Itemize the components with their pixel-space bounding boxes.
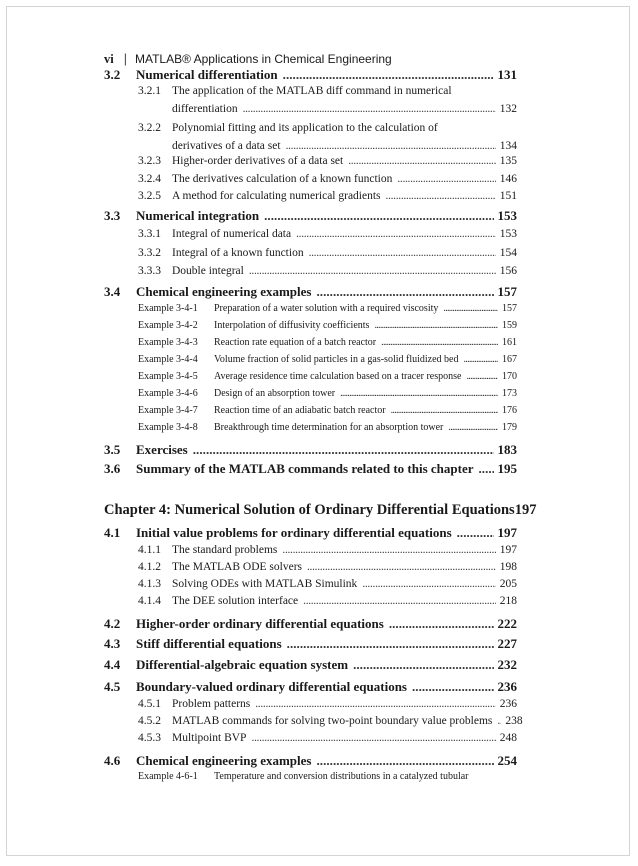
toc-entry-number: 4.2 — [104, 616, 121, 631]
toc-page-number: 154 — [499, 247, 517, 259]
dot-leader — [466, 371, 498, 382]
toc-page-number: 232 — [497, 657, 517, 672]
toc-entry — [138, 715, 523, 727]
toc-entry — [138, 698, 517, 710]
toc-entry-title: Chemical engineering examples — [136, 284, 312, 299]
toc-entry-title: The application of the MATLAB diff command in numerical — [172, 85, 452, 97]
toc-entry — [138, 371, 517, 382]
toc-entry-number: Example 4-6-1 — [138, 771, 198, 782]
dot-leader — [303, 595, 496, 607]
toc-page-number: 254 — [497, 753, 517, 768]
toc-entry — [104, 67, 517, 83]
toc-entry — [138, 303, 517, 314]
toc-page-number: 197 — [514, 502, 537, 518]
toc-entry — [104, 753, 517, 769]
toc-page-number: 167 — [502, 354, 517, 365]
dot-leader — [448, 422, 498, 433]
toc-entry — [104, 616, 517, 632]
dot-leader — [283, 67, 494, 83]
header-book-title: MATLAB® Applications in Chemical Engineering — [134, 52, 392, 66]
toc-entry-number: 3.2.1 — [138, 85, 161, 97]
toc-entry-number: 4.5.1 — [138, 698, 161, 710]
dot-leader — [479, 461, 494, 477]
toc-page-number: 156 — [499, 265, 517, 277]
toc-entry — [104, 679, 517, 695]
toc-page-number: 218 — [499, 595, 517, 607]
toc-entry-title: Summary of the MATLAB commands related to this chapter — [136, 461, 474, 476]
dot-leader — [497, 715, 501, 727]
toc-entry-number: Example 3-4-7 — [138, 405, 198, 416]
toc-entry-number: 3.5 — [104, 442, 121, 457]
toc-entry-number: 3.2.4 — [138, 173, 161, 185]
dot-leader — [255, 698, 496, 710]
toc-entry-number: 4.5.3 — [138, 732, 161, 744]
toc-entry-title: Differential-algebraic equation system — [136, 657, 349, 672]
dot-leader — [374, 320, 498, 331]
dot-leader — [316, 753, 493, 769]
toc-entry-title: Interpolation of diffusivity coefficients — [214, 320, 370, 331]
dot-leader — [348, 155, 496, 167]
toc-entry-title: Volume fraction of solid particles in a gas-solid fluidized bed — [214, 354, 459, 365]
toc-entry-title: MATLAB commands for solving two-point boundary value problems — [172, 715, 493, 727]
toc-entry-number: Example 3-4-1 — [138, 303, 198, 314]
toc-entry-title: Solving ODEs with MATLAB Simulink — [172, 578, 358, 590]
toc-entry-number: 4.5 — [104, 679, 121, 694]
toc-entry-title: Double integral — [172, 265, 244, 277]
toc-entry-number: 3.2.2 — [138, 122, 161, 134]
toc-page-number: 134 — [499, 140, 517, 152]
dot-leader — [287, 636, 494, 652]
header-separator: | — [123, 52, 127, 66]
toc-entry-number: Example 3-4-8 — [138, 422, 198, 433]
toc-entry — [138, 388, 517, 399]
toc-entry-number: 4.3 — [104, 636, 121, 651]
dot-leader — [264, 208, 493, 224]
dot-leader — [397, 173, 495, 185]
toc-entry-title: Breakthrough time determination for an absorption tower — [214, 422, 444, 433]
toc-entry-title: Polynomial fitting and its application to the calculation of — [172, 122, 438, 134]
toc-entry — [138, 247, 517, 259]
toc-entry — [138, 405, 517, 416]
dot-leader — [340, 388, 498, 399]
toc-chapter-heading — [104, 502, 537, 519]
toc-entry — [138, 337, 517, 348]
toc-entry — [104, 525, 517, 541]
toc-entry-title: Integral of a known function — [172, 247, 304, 259]
header-page-number: vi — [104, 52, 114, 66]
dot-leader — [386, 190, 496, 202]
toc-page-number: 197 — [499, 544, 517, 556]
toc-entry — [104, 636, 517, 652]
toc-page-number: 161 — [502, 337, 517, 348]
toc-entry-number: Example 3-4-3 — [138, 337, 198, 348]
toc-entry-number: Example 3-4-5 — [138, 371, 198, 382]
toc-entry — [138, 85, 517, 97]
dot-leader — [391, 405, 498, 416]
toc-entry-number: 3.4 — [104, 284, 121, 299]
toc-entry-title: Stiff differential equations — [136, 636, 282, 651]
toc-page-number: 132 — [499, 103, 517, 115]
dot-leader — [316, 284, 493, 300]
toc-entry-number: Example 3-4-6 — [138, 388, 198, 399]
toc-entry-title: Boundary-valued ordinary differential equations — [136, 679, 407, 694]
toc-page-number: 159 — [502, 320, 517, 331]
dot-leader — [251, 732, 495, 744]
toc-page-number: 183 — [497, 442, 517, 457]
dot-leader — [353, 657, 493, 673]
toc-entry-number: 4.1.4 — [138, 595, 161, 607]
toc-entry-title-continued: differentiation — [172, 103, 238, 115]
toc-entry-number: 3.6 — [104, 461, 121, 476]
toc-entry-number: 4.1.2 — [138, 561, 161, 573]
toc-entry — [138, 561, 517, 573]
toc-entry-number: Example 3-4-2 — [138, 320, 198, 331]
toc-entry — [104, 442, 517, 458]
toc-entry-title: Initial value problems for ordinary differential equations — [136, 525, 452, 540]
toc-page-number: 179 — [502, 422, 517, 433]
dot-leader — [307, 561, 496, 573]
toc-entry-title: Problem patterns — [172, 698, 251, 710]
dot-leader — [389, 616, 494, 632]
toc-entry-title: Exercises — [136, 442, 188, 457]
toc-entry-title: Preparation of a water solution with a required viscosity — [214, 303, 439, 314]
toc-entry-title: Average residence time calculation based on a tracer response — [214, 371, 462, 382]
dot-leader — [457, 525, 494, 541]
toc-entry-number: 4.1.3 — [138, 578, 161, 590]
toc-entry — [138, 422, 517, 433]
toc-entry-title: The derivatives calculation of a known function — [172, 173, 393, 185]
toc-entry-title: The DEE solution interface — [172, 595, 299, 607]
toc-entry — [104, 461, 517, 477]
toc-entry-title-continued: derivatives of a data set — [172, 140, 281, 152]
toc-entry-number: 3.2.3 — [138, 155, 161, 167]
toc-entry-number: 3.3.2 — [138, 247, 161, 259]
toc-entry-title: The standard problems — [172, 544, 278, 556]
toc-page-number: 238 — [505, 715, 523, 727]
toc-entry-title: A method for calculating numerical gradients — [172, 190, 381, 202]
toc-entry — [138, 732, 517, 744]
toc-entry-number: 4.1.1 — [138, 544, 161, 556]
toc-page-number: 135 — [499, 155, 517, 167]
toc-page-number: 157 — [502, 303, 517, 314]
toc-entry — [138, 155, 517, 167]
toc-page-number: 153 — [497, 208, 517, 223]
toc-entry — [138, 122, 517, 134]
toc-page-number: 248 — [499, 732, 517, 744]
dot-leader — [296, 228, 496, 240]
toc-page-number: 227 — [497, 636, 517, 651]
toc-page-number: 205 — [499, 578, 517, 590]
toc-entry — [138, 190, 517, 202]
toc-page-number: 198 — [499, 561, 517, 573]
toc-page-number: 170 — [502, 371, 517, 382]
toc-entry — [104, 284, 517, 300]
toc-entry-title: Integral of numerical data — [172, 228, 292, 240]
toc-page-number: 195 — [497, 461, 517, 476]
toc-page-number: 157 — [497, 284, 517, 299]
toc-entry — [138, 544, 517, 556]
dot-leader — [381, 337, 498, 348]
toc-entry-title: Higher-order ordinary differential equations — [136, 616, 384, 631]
toc-entry-number: 4.5.2 — [138, 715, 161, 727]
toc-page-number: 131 — [497, 67, 517, 82]
dot-leader — [286, 140, 496, 152]
toc-page-number: 197 — [497, 525, 517, 540]
toc-entry-number: 3.3.3 — [138, 265, 161, 277]
toc-entry-continuation — [172, 140, 517, 152]
dot-leader — [282, 544, 495, 556]
toc-entry-number: 4.4 — [104, 657, 121, 672]
toc-entry-title: Reaction rate equation of a batch reactor — [214, 337, 377, 348]
toc-page-number: 236 — [497, 679, 517, 694]
toc-page-number: 151 — [499, 190, 517, 202]
toc-entry-number: 4.6 — [104, 753, 121, 768]
toc-page-number: 222 — [497, 616, 517, 631]
toc-entry — [138, 320, 517, 331]
toc-entry — [138, 595, 517, 607]
toc-page-number: 173 — [502, 388, 517, 399]
toc-entry — [138, 354, 517, 365]
dot-leader — [443, 303, 498, 314]
toc-entry-title: Design of an absorption tower — [214, 388, 336, 399]
toc-entry-title: Numerical differentiation — [136, 67, 278, 82]
toc-entry-title: Numerical integration — [136, 208, 260, 223]
toc-entry-number: 4.1 — [104, 525, 121, 540]
toc-entry-title: Higher-order derivatives of a data set — [172, 155, 344, 167]
toc-entry-title: Chemical engineering examples — [136, 753, 312, 768]
dot-leader — [193, 442, 494, 458]
toc-entry-number: Example 3-4-4 — [138, 354, 198, 365]
dot-leader — [243, 103, 496, 115]
toc-entry-title: Chapter 4: Numerical Solution of Ordinary Differential Equations — [104, 502, 515, 518]
dot-leader — [249, 265, 496, 277]
toc-entry-title: The MATLAB ODE solvers — [172, 561, 302, 573]
dot-leader — [309, 247, 496, 259]
dot-leader — [463, 354, 498, 365]
toc-entry-title: Temperature and conversion distributions in a catalyzed tubular — [214, 771, 469, 782]
toc-entry — [138, 771, 517, 782]
toc-entry-number: 3.2 — [104, 67, 121, 82]
toc-page-number: 153 — [499, 228, 517, 240]
toc-entry — [138, 265, 517, 277]
toc-page-number: 146 — [499, 173, 517, 185]
toc-entry-title: Multipoint BVP — [172, 732, 247, 744]
toc-entry-continuation — [172, 103, 517, 115]
toc-entry-title: Reaction time of an adiabatic batch reactor — [214, 405, 386, 416]
toc-entry-number: 3.2.5 — [138, 190, 161, 202]
toc-entry — [138, 228, 517, 240]
toc-entry — [104, 208, 517, 224]
toc-entry-number: 3.3.1 — [138, 228, 161, 240]
toc-page-number: 236 — [499, 698, 517, 710]
toc-entry — [104, 657, 517, 673]
toc-entry — [138, 578, 517, 590]
dot-leader — [412, 679, 494, 695]
dot-leader — [362, 578, 495, 590]
toc-page-number: 176 — [502, 405, 517, 416]
toc-entry-number: 3.3 — [104, 208, 121, 223]
toc-entry — [138, 173, 517, 185]
